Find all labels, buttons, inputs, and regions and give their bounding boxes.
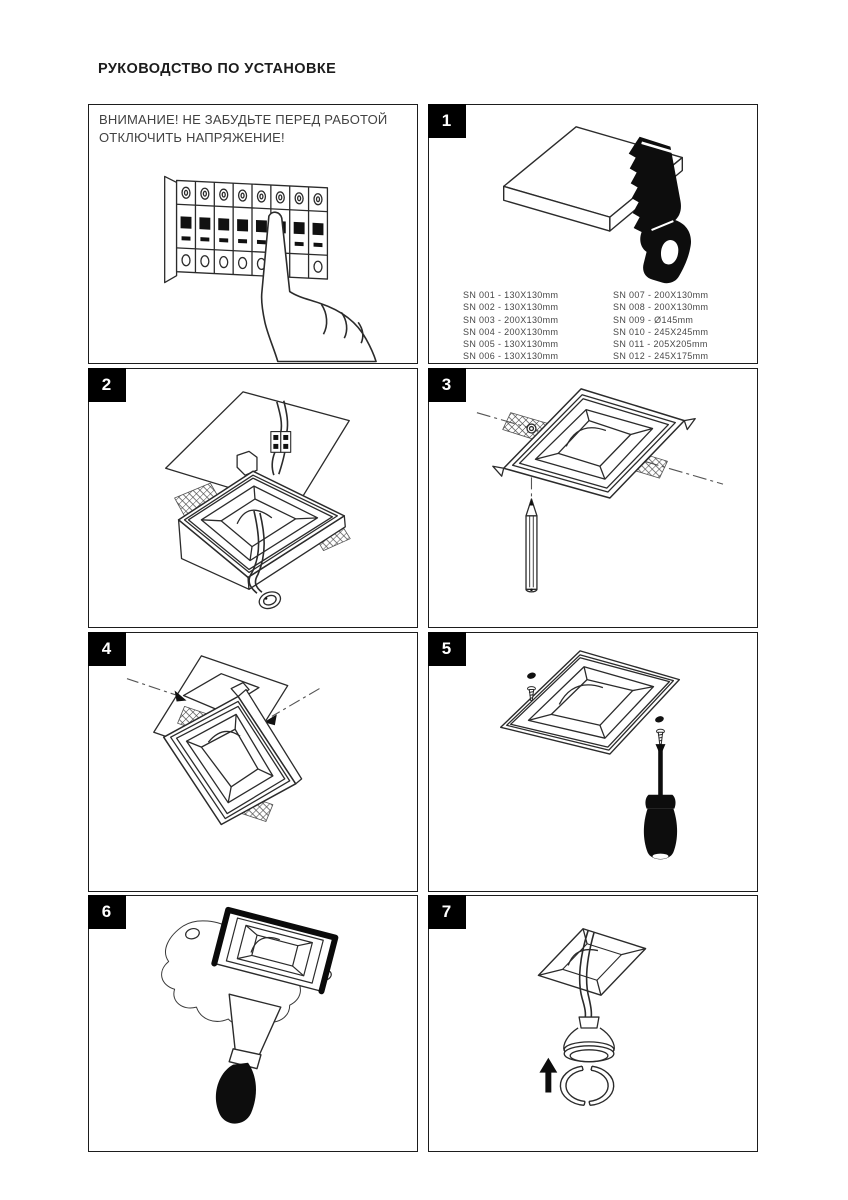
step-badge-2: 2 xyxy=(88,368,126,402)
sn-size-item: SN 001 - 130X130mm xyxy=(463,290,559,300)
screw-fixture-illustration xyxy=(429,633,757,891)
sn-size-list-right xyxy=(613,289,708,363)
handle xyxy=(216,1063,256,1124)
sn-size-item: SN 003 - 200X130mm xyxy=(463,314,559,325)
sn-size-item: SN 011 - 205X205mm xyxy=(613,339,708,350)
step-badge-5: 5 xyxy=(428,632,466,666)
step-badge-4: 4 xyxy=(88,632,126,666)
sn-size-item: SN 006 - 130X130mm xyxy=(463,351,559,362)
step-badge-6: 6 xyxy=(88,895,126,929)
warning-text xyxy=(99,111,387,146)
fixture-illustration xyxy=(501,651,680,754)
step-badge-7: 7 xyxy=(428,895,466,929)
pencil-icon xyxy=(526,499,537,592)
sn-size-list-left xyxy=(463,289,558,363)
warning-line-1: ВНИМАНИЕ! НЕ ЗАБУДЬТЕ ПЕРЕД РАБОТОЙ xyxy=(99,112,388,127)
sn-size-item: SN 002 - 130X130mm xyxy=(463,302,559,313)
lamp-bulb-icon xyxy=(564,1017,614,1062)
sn-size-item: SN 005 - 130X130mm xyxy=(463,339,559,350)
panel-warning xyxy=(88,104,418,364)
panel-step-5 xyxy=(428,632,758,892)
panel-step-4 xyxy=(88,632,418,892)
screw-icon-right xyxy=(657,729,665,744)
panel-step-2 xyxy=(88,368,418,628)
circuit-breakers-illustration xyxy=(165,176,328,282)
centerline-left xyxy=(127,679,181,697)
connect-wires-illustration xyxy=(89,369,417,627)
sn-size-item: SN 009 - Ø145mm xyxy=(613,314,694,325)
terminal-block-icon xyxy=(271,432,291,453)
sn-size-item: SN 007 - 200X130mm xyxy=(613,290,709,300)
panel-step-6 xyxy=(88,895,418,1152)
sn-size-item: SN 008 - 200X130mm xyxy=(613,302,709,313)
plug-connector-icon xyxy=(257,589,283,611)
sn-size-item: SN 010 - 245X245mm xyxy=(613,326,709,337)
insert-fixture-illustration xyxy=(89,633,417,891)
panel-step-1 xyxy=(428,104,758,364)
retaining-ring-icon xyxy=(560,1066,613,1105)
sn-size-item: SN 004 - 200X130mm xyxy=(463,326,559,337)
sn-size-item: SN 012 - 245X175mm xyxy=(613,351,709,362)
step-badge-1: 1 xyxy=(428,104,466,138)
panel-step-3 xyxy=(428,368,758,628)
mark-ceiling-illustration xyxy=(429,369,757,627)
panel-step-7 xyxy=(428,895,758,1152)
screw-hole-dot-right xyxy=(654,715,664,723)
screw-hole-dot-left xyxy=(526,671,536,679)
fixture-illustration xyxy=(493,389,695,498)
install-lamp-illustration xyxy=(429,896,757,1151)
page-title: РУКОВОДСТВО ПО УСТАНОВКЕ xyxy=(98,61,337,77)
step-badge-3: 3 xyxy=(428,368,466,402)
arrow-up-icon xyxy=(539,1058,557,1093)
apply-putty-illustration xyxy=(89,896,417,1151)
screwdriver-icon xyxy=(644,744,677,859)
warning-line-2: ОТКЛЮЧИТЬ НАПРЯЖЕНИЕ! xyxy=(99,129,285,145)
